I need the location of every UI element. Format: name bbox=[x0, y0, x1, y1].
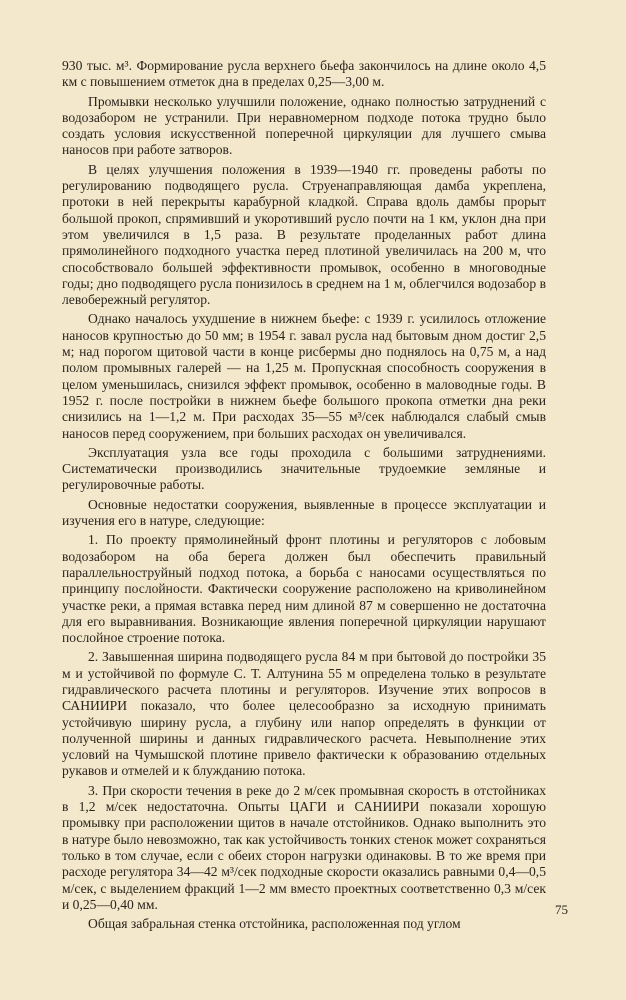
list-item-1: 1. По проекту прямолинейный фронт плотины и регуляторов с лобовым водозабором на оба берега должен был обеспечить правильный параллельноструйный подход потока, а борьба с наносами осуществляться по принципу послойности. Фактически сооружение расположено на криволинейном участке реки, а прямая вставка перед ним длиной 87 м совершенно не достаточна для его выравнивания. Возникающие явления поперечной циркуляции нарушают послойное строение потока. bbox=[62, 532, 546, 646]
paragraph-1: 930 тыс. м³. Формирование русла верхнего бьефа закончилось на длине около 4,5 км с повышением отметок дна в пределах 0,25—3,00 м. bbox=[62, 58, 546, 90]
body-text bbox=[62, 58, 546, 932]
paragraph-4: Однако началось ухудшение в нижнем бьефе: с 1939 г. усилилось отложение наносов крупностью до 50 мм; в 1954 г. завал русла над бытовым дном достиг 2,5 м; над порогом щитовой части в конце рисбермы дно поднялось на 0,75 м, а над полом промывных галерей — на 1,25 м. Пропускная способность сооружения в целом уменьшилась, снизился эффект промывок, особенно в маловодные годы. В 1952 г. после постройки в нижнем бьефе большого прокопа отметки дна реки снизились на 1—1,2 м. При расходах 35—55 м³/сек наблюдался слабый смыв наносов перед сооружением, при больших расходах он увеличивался. bbox=[62, 311, 546, 441]
list-item-3: 3. При скорости течения в реке до 2 м/сек промывная скорость в отстойниках в 1,2 м/сек недостаточна. Опыты ЦАГИ и САНИИРИ показали хорошую промывку при расположении щитов в начале отстойников. Однако выполнить это в натуре было невозможно, так как устойчивость тонких стенок может сохраняться только в том случае, если с обеих сторон нагрузки одинаковы. В то же время при расходе регулятора 34—42 м³/сек подходные скорости оказались равными 0,4—0,5 м/сек, с выделением фракций 1—2 мм вместо проектных соответственно 0,3 м/сек и 0,25—0,40 мм. bbox=[62, 782, 546, 912]
list-item-2: 2. Завышенная ширина подводящего русла 84 м при бытовой до постройки 35 м и устойчивой по формуле С. Т. Алтунина 55 м определена только в результате гидравлического расчета плотины и регуляторов. Изучение этих вопросов в САНИИРИ показало, что более целесообразно за исходную принимать устойчивую ширину русла, а глубину или напор определять в функции от полученной ширины и данных гидравлического расчета. Невыполнение этих условий на Чумышской плотине привело фактически к образованию отдельных рукавов и отмелей и к блужданию потока. bbox=[62, 649, 546, 779]
paragraph-3: В целях улучшения положения в 1939—1940 гг. проведены работы по регулированию подводящего русла. Струенаправляющая дамба укреплена, протоки в ней перекрыты карабурной кладкой. Справа вдоль дамбы прорыт большой прокоп, спрямивший и укоротивший русло почти на 1 км, уклон дна при этом увеличился в 1,5 раза. В результате проделанных работ длина прямолинейного подходного участка перед плотиной увеличилась на 200 м, что способствовало большей эффективности промывок, особенно в многоводные годы; дно подводящего русла понизилось в среднем на 1 м, облегчился водозабор в левобережный регулятор. bbox=[62, 161, 546, 308]
paragraph-6: Основные недостатки сооружения, выявленные в процессе эксплуатации и изучения его в натуре, следующие: bbox=[62, 496, 546, 529]
paragraph-2: Промывки несколько улучшили положение, однако полностью затруднений с водозабором не устранили. При неравномерном подходе потока трудно было создать условия искусственной поперечной циркуляции для лучшего смыва наносов при работе затворов. bbox=[62, 93, 546, 158]
paragraph-5: Эксплуатация узла все годы проходила с большими затруднениями. Систематически производились значительные трудоемкие земляные и регулировочные работы. bbox=[62, 444, 546, 493]
paragraph-last: Общая забральная стенка отстойника, расположенная под углом bbox=[88, 916, 461, 932]
page-number: 75 bbox=[555, 902, 568, 917]
